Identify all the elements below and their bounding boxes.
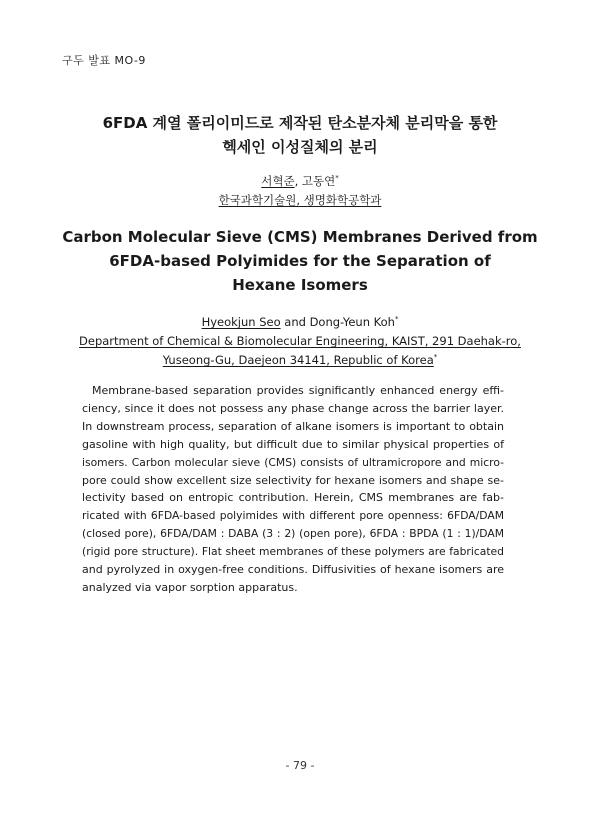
english-coauthor: and Dong-Yeun Koh xyxy=(280,315,395,329)
english-affiliation-mark: * xyxy=(433,353,438,362)
korean-affiliation: 한국과학기술원, 생명화학공학과 xyxy=(218,193,382,207)
english-affiliation-line-1: Department of Chemical & Biomolecular Engineering, KAIST, 291 Daehak-ro, xyxy=(79,334,521,348)
english-author-block xyxy=(0,313,600,370)
abstract-line: Membrane-based separation provides significantly enhanced energy effi- xyxy=(92,384,504,397)
abstract-line: gasoline with high quality, but difficult due to similar physical properties of xyxy=(82,437,504,451)
abstract-line: In downstream process, separation of alkane isomers is important to obtain xyxy=(82,419,504,433)
korean-title xyxy=(0,111,600,159)
english-title-line-2: 6FDA-based Polyimides for the Separation of xyxy=(109,252,491,270)
abstract-line: and pyrolyzed in oxygen-free conditions. Diffusivities of hexane isomers are xyxy=(82,563,504,577)
abstract-line: ciency, since it does not possess any phase change across the barrier layer. xyxy=(82,401,504,415)
english-authors xyxy=(0,313,600,332)
korean-presenting-author: 서혁준 xyxy=(261,174,295,188)
abstract-line: isomers. Carbon molecular sieve (CMS) consists of ultramicropore and micro- xyxy=(82,455,504,469)
abstract-line: ricated with 6FDA-based polyimides with different pore openness: 6FDA/DAM xyxy=(82,509,504,523)
korean-title-line-1: 6FDA 계열 폴리이미드로 제작된 탄소분자체 분리막을 통한 xyxy=(102,114,498,132)
abstract xyxy=(82,382,504,597)
session-label: 구두 발표 MO-9 xyxy=(62,54,146,67)
korean-author-block xyxy=(0,172,600,210)
abstract-line: (rigid pore structure). Flat sheet membranes of these polymers are fabricated xyxy=(82,545,504,559)
english-affiliation-line-2: Yuseong-Gu, Daejeon 34141, Republic of Korea* xyxy=(162,353,438,367)
abstract-line: (closed pore), 6FDA/DAM : DABA (3 : 2) (open pore), 6FDA : BPDA (1 : 1)/DAM xyxy=(82,527,504,541)
english-presenting-author: Hyeokjun Seo xyxy=(201,315,281,329)
abstract-line: lectivity based on entropic contribution. Herein, CMS membranes are fab- xyxy=(82,491,504,505)
english-title-line-1: Carbon Molecular Sieve (CMS) Membranes Derived from xyxy=(62,228,538,246)
abstract-line: analyzed via vapor sorption apparatus. xyxy=(82,580,298,594)
english-title xyxy=(0,225,600,297)
korean-corresponding-mark: * xyxy=(335,174,339,183)
english-corresponding-mark: * xyxy=(394,315,399,324)
korean-authors xyxy=(0,172,600,191)
abstract-line: pore could show excellent size selectivity for hexane isomers and shape se- xyxy=(82,473,504,487)
page-number: - 79 - xyxy=(285,759,315,772)
english-title-line-3: Hexane Isomers xyxy=(232,276,368,294)
korean-coauthor: , 고동연 xyxy=(294,174,336,188)
korean-title-line-2: 헥세인 이성질체의 분리 xyxy=(222,138,378,156)
